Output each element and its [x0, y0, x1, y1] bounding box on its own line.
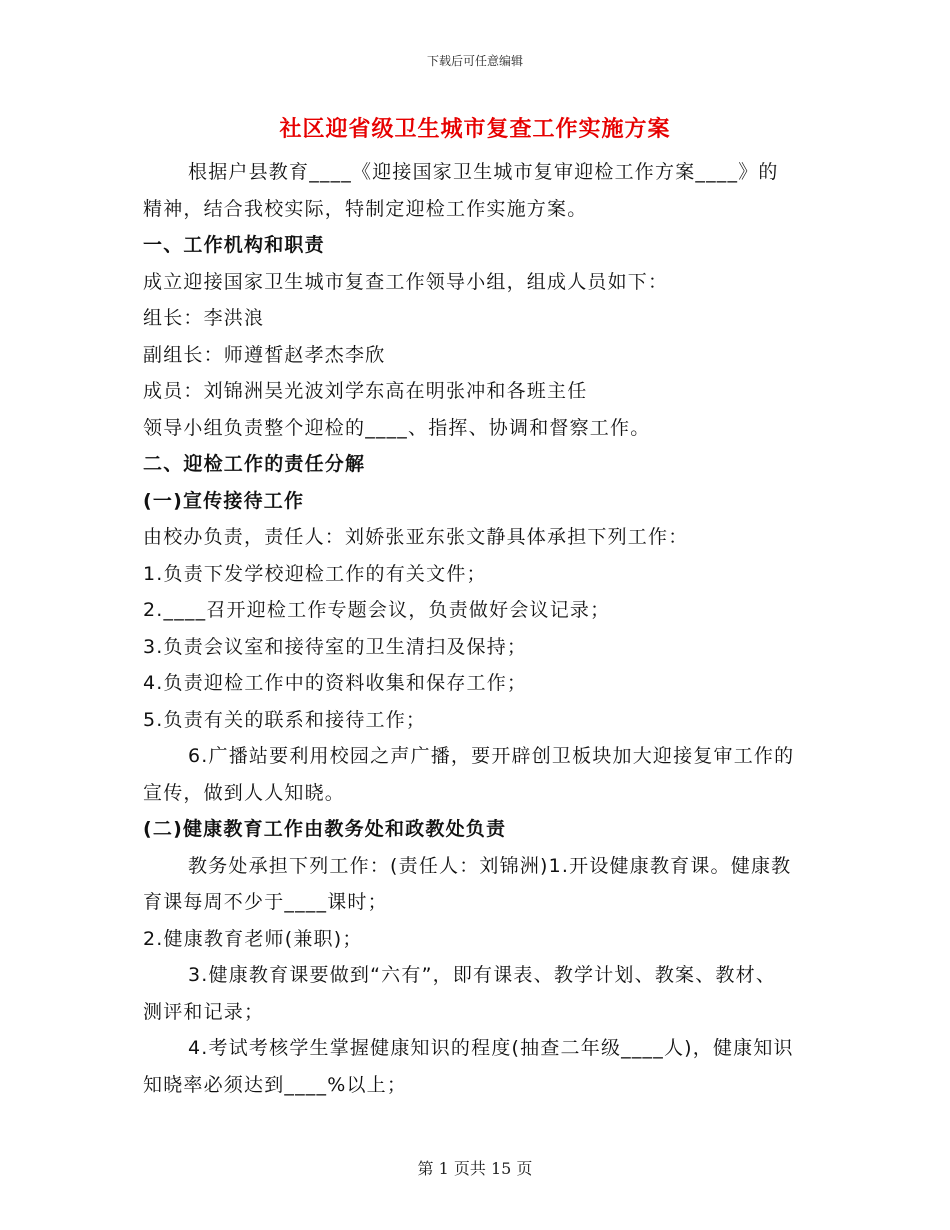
section-heading: 二、迎检工作的责任分解: [143, 453, 366, 475]
paragraph: 组长：李洪浪: [143, 307, 265, 329]
list-item: 5.负责有关的联系和接待工作；: [143, 708, 427, 731]
document-title: 社区迎省级卫生城市复查工作实施方案: [279, 117, 671, 142]
section-heading: 一、工作机构和职责: [143, 234, 325, 256]
subsection-heading: (二)健康教育工作由教务处和政教处负责: [143, 818, 507, 840]
header-note: 下载后可任意编辑: [426, 54, 523, 68]
paragraph: 根据户县教育____《迎接国家卫生城市复审迎检工作方案____》的精神，结合我校实际，特制定迎检工作实施方案。: [143, 161, 779, 220]
list-item: 4.负责迎检工作中的资料收集和保存工作；: [143, 672, 528, 694]
list-item: 3.负责会议室和接待室的卫生清扫及保持；: [143, 635, 528, 658]
document-body: [143, 154, 795, 1103]
paragraph: 成员：刘锦洲吴光波刘学东高在明张冲和各班主任: [143, 380, 588, 402]
page-number-footer: 第 1 页共 15 页: [417, 1159, 533, 1178]
list-item: 4.考试考核学生掌握健康知识的程度(抽查二年级____人)，健康知识知晓率必须达到____%以上；: [143, 1037, 794, 1096]
paragraph: 成立迎接国家卫生城市复查工作领导小组，组成人员如下：: [143, 270, 669, 293]
paragraph: 副组长：师遵皙赵孝杰李欣: [143, 343, 386, 366]
list-item: 6.广播站要利用校园之声广播，要开辟创卫板块加大迎接复审工作的宣传，做到人人知晓。: [143, 745, 795, 804]
list-item: 1.负责下发学校迎检工作的有关文件；: [143, 562, 487, 585]
list-item: 2.健康教育老师(兼职)；: [143, 927, 363, 950]
paragraph: 领导小组负责整个迎检的____、指挥、协调和督察工作。: [143, 416, 651, 439]
list-item: 2.____召开迎检工作专题会议，负责做好会议记录；: [143, 599, 611, 621]
paragraph: 教务处承担下列工作：(责任人：刘锦洲)1.开设健康教育课。健康教育课每周不少于____课时；: [143, 854, 792, 913]
list-item: 3.健康教育课要做到“六有”，即有课表、教学计划、教案、教材、测评和记录；: [143, 964, 777, 1023]
subsection-heading: (一)宣传接待工作: [143, 489, 305, 512]
paragraph: 由校办负责，责任人：刘娇张亚东张文静具体承担下列工作：: [143, 526, 689, 548]
